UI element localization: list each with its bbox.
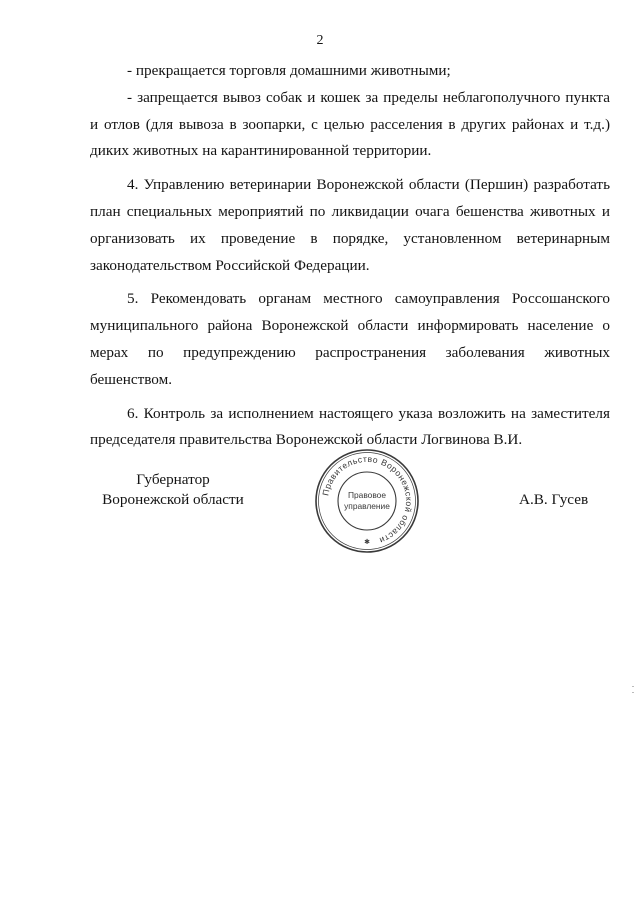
signatory-title-line1: Губернатор	[136, 471, 210, 488]
scan-speck	[632, 692, 634, 693]
paragraph-6: 6. Контроль за исполнением настоящего указа возложить на заместителя председателя правительства Воронежской области Логвинова В.И.	[90, 404, 610, 449]
stamp-outer-textpath: Правительство Воронежской области	[320, 453, 415, 546]
signatory-title	[88, 470, 258, 510]
paragraph-4: 4. Управлению ветеринарии Воронежской области (Першин) разработать план специальных мероприятий по ликвидации очага бешенства животных и организовать их проведение в порядке, установленном ветеринарным законодательством Российской Федерации.	[90, 176, 610, 274]
page-number: 2	[316, 33, 324, 48]
paragraph-5: 5. Рекомендовать органам местного самоуправления Россошанского муниципального района Воронежской области информировать население о мерах по предупреждению распространения заболевания животных бешенством.	[90, 290, 610, 388]
scan-speck	[632, 686, 634, 687]
stamp-center-line1: Правовое	[347, 490, 387, 500]
stamp-seal-graphic	[314, 448, 420, 554]
document-body	[90, 58, 610, 454]
stamp-center-line2: управление	[344, 501, 390, 511]
list-item-trade-ban: - прекращается торговля домашними животными;	[127, 62, 451, 79]
stamp-star-icon: ✱	[364, 538, 370, 546]
official-stamp	[314, 448, 420, 554]
signatory-title-line2: Воронежской области	[102, 491, 244, 508]
list-item-export-ban: - запрещается вывоз собак и кошек за пределы неблагополучного пункта и отлов (для вывоза в зоопарки, с целью расселения в других районах и т.д.) диких животных на карантинированной территории.	[90, 88, 610, 160]
signatory-name: А.В. Гусев	[519, 491, 589, 508]
